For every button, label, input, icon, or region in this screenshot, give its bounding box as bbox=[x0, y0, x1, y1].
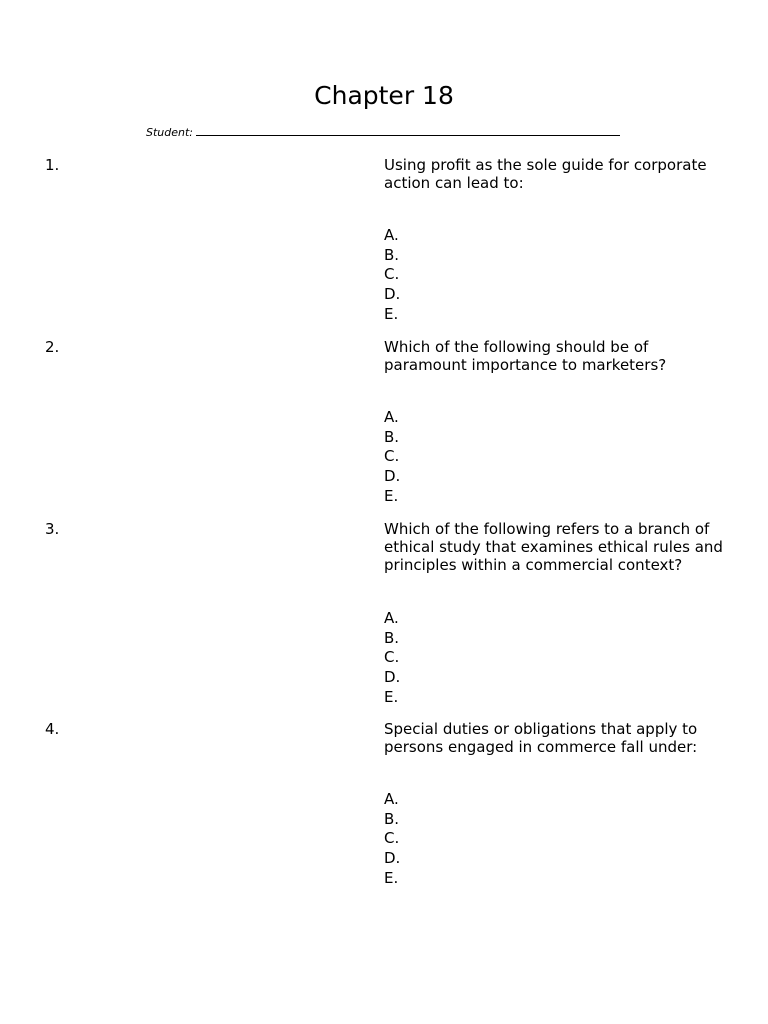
option-a[interactable]: A. bbox=[384, 408, 399, 426]
question-text: Which of the following should be of paramount importance to marketers? bbox=[384, 338, 667, 374]
option-e[interactable]: E. bbox=[384, 868, 399, 887]
option-a[interactable]: A. bbox=[384, 609, 399, 627]
page-title: Chapter 18 bbox=[314, 81, 454, 110]
option-c[interactable]: C. bbox=[384, 447, 400, 466]
student-label: Student: bbox=[146, 126, 194, 139]
answer-options bbox=[384, 408, 400, 506]
student-name-field[interactable] bbox=[146, 124, 620, 141]
option-b[interactable]: B. bbox=[384, 628, 400, 647]
option-c[interactable]: C. bbox=[384, 265, 400, 284]
option-c[interactable]: C. bbox=[384, 648, 400, 667]
option-d[interactable]: D. bbox=[384, 849, 401, 868]
option-d[interactable]: D. bbox=[384, 668, 401, 687]
question-number: 3. bbox=[45, 520, 60, 538]
option-c[interactable]: C. bbox=[384, 829, 400, 848]
question-number: 1. bbox=[45, 156, 60, 174]
option-e[interactable]: E. bbox=[384, 486, 399, 505]
answer-options bbox=[384, 790, 400, 888]
student-name-underline[interactable] bbox=[196, 124, 620, 136]
option-b[interactable]: B. bbox=[384, 809, 400, 828]
answer-options bbox=[384, 226, 400, 324]
answer-options bbox=[384, 609, 400, 707]
option-d[interactable]: D. bbox=[384, 285, 401, 304]
option-e[interactable]: E. bbox=[384, 304, 399, 323]
question-text: Which of the following refers to a branch of ethical study that examines ethical rules and principles within a commercial context? bbox=[384, 520, 723, 574]
option-a[interactable]: A. bbox=[384, 790, 399, 808]
option-b[interactable]: B. bbox=[384, 245, 400, 264]
option-d[interactable]: D. bbox=[384, 467, 401, 486]
question-text: Special duties or obligations that apply to persons engaged in commerce fall under: bbox=[384, 720, 698, 756]
question-number: 2. bbox=[45, 338, 60, 356]
option-a[interactable]: A. bbox=[384, 226, 399, 244]
option-b[interactable]: B. bbox=[384, 427, 400, 446]
option-e[interactable]: E. bbox=[384, 687, 399, 706]
question-text: Using profit as the sole guide for corporate action can lead to: bbox=[384, 156, 707, 192]
question-number: 4. bbox=[45, 720, 60, 738]
